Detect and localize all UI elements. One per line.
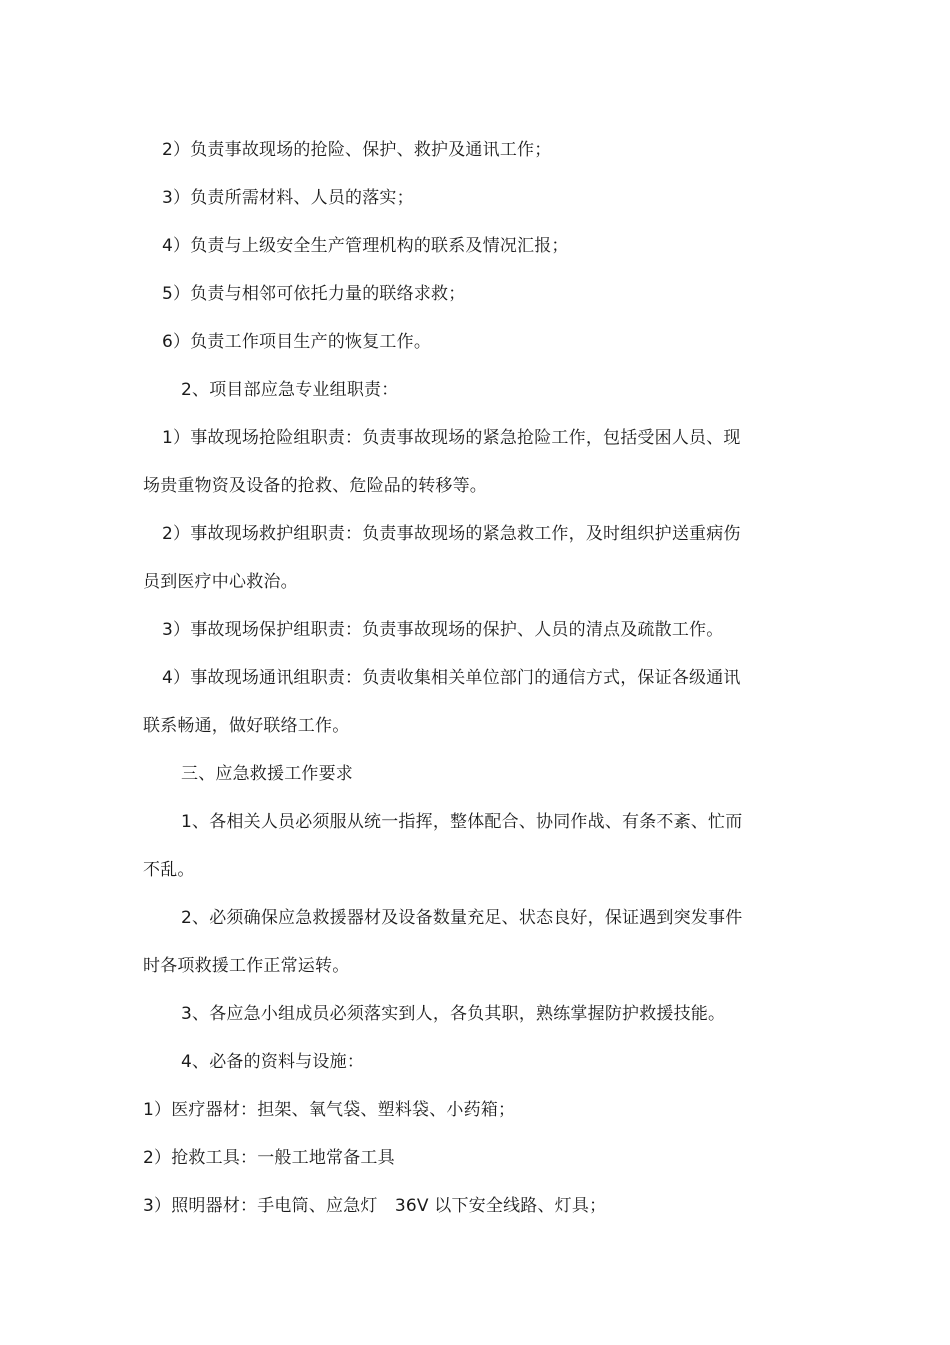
paragraph-req-4-heading: 4、必备的资料与设施： [181, 1052, 365, 1072]
paragraph-aid-team-line-1: 2）事故现场救护组职责：负责事故现场的紧急救工作，及时组织护送重病伤 [162, 524, 741, 544]
list-item-6-recovery: 6）负责工作项目生产的恢复工作。 [162, 332, 432, 352]
paragraph-req-1-line-2: 不乱。 [143, 860, 195, 880]
paragraph-req-2-line-1: 2、必须确保应急救援器材及设备数量充足、状态良好，保证遇到突发事件 [181, 908, 743, 928]
list-item-lighting-equipment: 3）照明器材：手电筒、应急灯 36V 以下安全线路、灯具； [143, 1196, 607, 1216]
paragraph-req-2-line-2: 时各项救援工作正常运转。 [143, 956, 350, 976]
paragraph-req-3: 3、各应急小组成员必须落实到人，各负其职，熟练掌握防护救援技能。 [181, 1004, 726, 1024]
section-heading-requirements: 三、应急救援工作要求 [181, 764, 353, 784]
list-item-3-materials: 3）负责所需材料、人员的落实； [162, 188, 414, 208]
list-item-5-neighbor-contact: 5）负责与相邻可依托力量的联络求救； [162, 284, 466, 304]
paragraph-comms-team-line-2: 联系畅通，做好联络工作。 [143, 716, 350, 736]
paragraph-aid-team-line-2: 员到医疗中心救治。 [143, 572, 298, 592]
list-item-4-liaison: 4）负责与上级安全生产管理机构的联系及情况汇报； [162, 236, 569, 256]
paragraph-rescue-team-line-1: 1）事故现场抢险组职责：负责事故现场的紧急抢险工作，包括受困人员、现 [162, 428, 741, 448]
paragraph-comms-team-line-1: 4）事故现场通讯组职责：负责收集相关单位部门的通信方式，保证各级通讯 [162, 668, 741, 688]
paragraph-req-1-line-1: 1、各相关人员必须服从统一指挥，整体配合、协同作战、有条不紊、忙而 [181, 812, 743, 832]
list-item-2-scene-duties: 2）负责事故现场的抢险、保护、救护及通讯工作； [162, 140, 552, 160]
paragraph-protection-team: 3）事故现场保护组职责：负责事故现场的保护、人员的清点及疏散工作。 [162, 620, 724, 640]
list-item-rescue-tools: 2）抢救工具：一般工地常备工具 [143, 1148, 395, 1168]
section-heading-team-duties: 2、项目部应急专业组职责： [181, 380, 399, 400]
paragraph-rescue-team-line-2: 场贵重物资及设备的抢救、危险品的转移等。 [143, 476, 487, 496]
list-item-medical-equipment: 1）医疗器材：担架、氧气袋、塑料袋、小药箱； [143, 1100, 516, 1120]
